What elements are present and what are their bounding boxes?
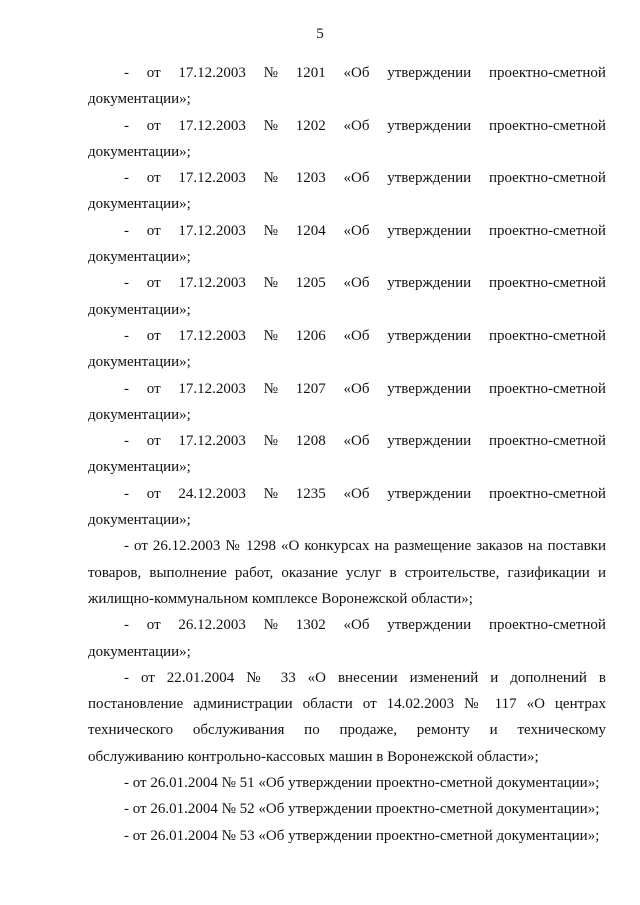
list-item [88,218,606,271]
word-approval: утверждении [387,170,472,187]
list-item-line [88,113,606,139]
date: 17.12.2003 [178,170,246,187]
list-item-continuation: документации»; [88,354,191,371]
doc-number: 1302 [295,617,326,634]
word-ot: от [146,117,161,134]
word-design: проектно-сметной [488,170,606,187]
word-approval: утверждении [387,380,472,397]
list-item [88,428,606,481]
word-design: проектно-сметной [488,275,606,292]
dash: - [124,485,129,502]
doc-number: 1205 [295,275,326,292]
list-item-line [88,428,606,454]
word-design: проектно-сметной [488,327,606,344]
word-ot: от [146,327,161,344]
word-ob: «Об [343,222,370,239]
dash: - [124,65,129,81]
word-design: проектно-сметной [488,485,606,502]
dash: - [124,170,129,187]
word-ot: от [146,433,161,450]
word-ot: от [146,617,161,634]
number-sign: № [263,117,278,134]
number-sign: № [263,380,278,397]
dash: - [124,380,129,397]
list-item-line [88,218,606,244]
word-ot: от [146,485,161,502]
number-sign: № [263,170,278,187]
doc-number: 1208 [295,433,326,450]
doc-number: 1207 [295,380,326,397]
word-ob: «Об [343,380,370,397]
word-approval: утверждении [387,275,472,292]
list-item-line [88,481,606,507]
line-53: - от 26.01.2004 № 53 «Об утверждении проектно-сметной документации»; [124,827,600,844]
dash: - [124,117,129,134]
word-design: проектно-сметной [488,380,606,397]
date: 26.12.2003 [178,617,246,634]
word-ob: «Об [343,485,370,502]
number-sign: № [263,617,278,634]
list-item-continuation: документации»; [88,196,191,213]
paragraph-33: - от 22.01.2004 № 33 «О внесении изменений и дополнений в постановление администрации области от 14.02.2003 № 117 «О центрах технического обслуживания по продаже, ремонту и техническому обслуживанию контрольно-кассовых машин в Воронежской области»; [88,669,606,765]
list-item [88,323,606,376]
list-item-line [88,165,606,191]
word-approval: утверждении [387,65,472,81]
doc-number: 1235 [295,485,326,502]
list-item-line [88,323,606,349]
paragraph-1298: - от 26.12.2003 № 1298 «О конкурсах на размещение заказов на поставки товаров, выполнение работ, оказание услуг в строительстве, газификации и жилищно-коммунальном комплексе Воронежской области»; [88,538,606,607]
page-number: 5 [316,26,324,42]
word-ob: «Об [343,170,370,187]
word-ot: от [146,380,161,397]
number-sign: № [263,65,278,81]
number-sign: № [263,222,278,239]
dash: - [124,275,129,292]
list-item-line [88,612,606,638]
dash: - [124,222,129,239]
list-item [88,376,606,429]
list-item [88,165,606,218]
date: 17.12.2003 [178,222,246,239]
number-sign: № [263,327,278,344]
word-design: проектно-сметной [488,222,606,239]
word-design: проектно-сметной [488,617,606,634]
doc-number: 1202 [295,117,326,134]
date: 17.12.2003 [178,275,246,292]
word-approval: утверждении [387,117,472,134]
number-sign: № [263,485,278,502]
dash: - [124,433,129,450]
resolution-list [88,60,606,533]
date: 24.12.2003 [178,485,246,502]
document-body [88,60,606,849]
date: 17.12.2003 [178,65,246,81]
dash: - [124,617,129,634]
list-item-continuation: документации»; [88,512,191,529]
list-item-continuation: документации»; [88,91,191,108]
number-sign: № [263,433,278,450]
word-ob: «Об [343,275,370,292]
list-item-continuation: документации»; [88,249,191,266]
word-approval: утверждении [387,327,472,344]
word-ob: «Об [343,117,370,134]
date: 17.12.2003 [178,327,246,344]
word-ot: от [146,222,161,239]
word-approval: утверждении [387,433,472,450]
list-item-continuation: документации»; [88,143,191,160]
word-ot: от [146,275,161,292]
list-item-1302 [88,612,606,665]
list-item-continuation: документации»; [88,301,191,318]
doc-number: 1201 [295,65,326,81]
word-ob: «Об [343,433,370,450]
dash: - [124,327,129,344]
doc-number: 1204 [295,222,326,239]
line-51: - от 26.01.2004 № 51 «Об утверждении проектно-сметной документации»; [124,775,600,792]
word-ob: «Об [343,327,370,344]
word-design: проектно-сметной [488,433,606,450]
word-ob: «Об [343,65,370,81]
date: 17.12.2003 [178,380,246,397]
doc-number: 1203 [295,170,326,187]
word-design: проектно-сметной [488,117,606,134]
list-item [88,113,606,166]
word-approval: утверждении [387,222,472,239]
word-approval: утверждении [387,617,472,634]
word-ot: от [146,65,161,81]
list-item-continuation: документации»; [88,406,191,423]
list-item-line [88,376,606,402]
line-52: - от 26.01.2004 № 52 «Об утверждении проектно-сметной документации»; [124,801,600,818]
list-item [88,270,606,323]
list-item-continuation: документации»; [88,643,191,660]
word-ob: «Об [343,617,370,634]
date: 17.12.2003 [178,117,246,134]
list-item [88,481,606,534]
word-ot: от [146,170,161,187]
list-item-line [88,270,606,296]
list-item-line [88,60,606,86]
number-sign: № [263,275,278,292]
doc-number: 1206 [295,327,326,344]
date: 17.12.2003 [178,433,246,450]
word-approval: утверждении [387,485,472,502]
word-design: проектно-сметной [488,65,606,81]
list-item-continuation: документации»; [88,459,191,476]
list-item [88,60,606,113]
